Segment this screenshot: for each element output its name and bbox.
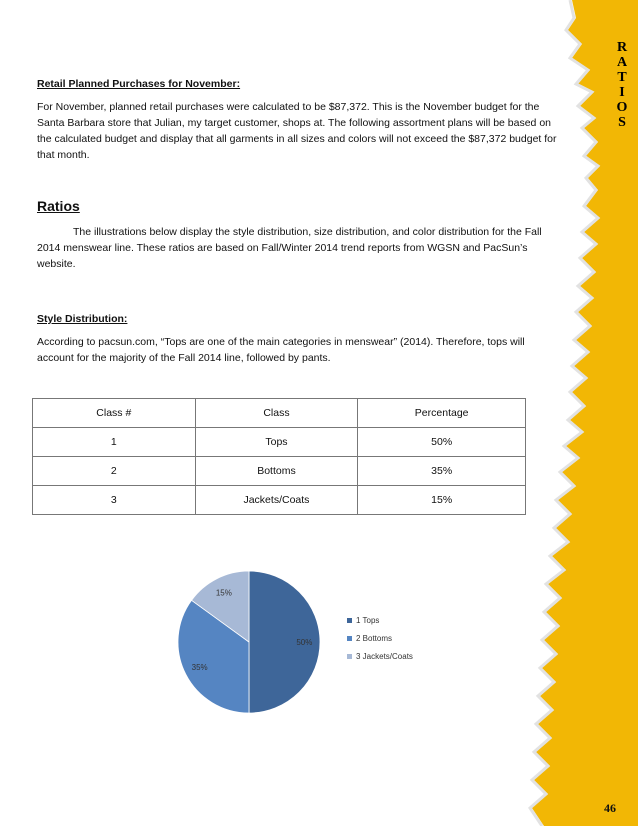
ratios-paragraph: The illustrations below display the style distribution, size distribution, and color distribution for the Fall 2014 menswear line. These ratios are based on Fall/Winter 2014 trend reports from WGSN and PacSun’s website. — [37, 226, 542, 270]
table-cell: 3 — [33, 486, 196, 515]
legend-label: 3 Jackets/Coats — [356, 652, 413, 661]
table-cell: 2 — [33, 457, 196, 486]
table-cell: 35% — [358, 457, 526, 486]
retail-paragraph: For November, planned retail purchases were calculated to be $87,372. This is the November budget for the Santa Barbara store that Julian, my target customer, shops at. The following assortment plans will be based on the calculated budget and display that all garments in all sizes and colors will not exceed the $87,372 budget for that month. — [37, 101, 557, 161]
style-distribution-table — [32, 398, 526, 515]
page-number: 46 — [604, 801, 616, 815]
ratios-heading: Ratios — [37, 198, 80, 214]
legend-swatch — [347, 654, 352, 659]
legend-label: 1 Tops — [356, 616, 380, 625]
table-row — [33, 486, 526, 515]
pie-data-label: 50% — [296, 638, 313, 647]
table-cell: Tops — [195, 428, 358, 457]
side-tab-letter: T — [617, 70, 627, 85]
table-header-cell: Class — [195, 399, 358, 428]
legend-label: 2 Bottoms — [356, 634, 393, 643]
retail-heading: Retail Planned Purchases for November: — [37, 78, 241, 90]
table-header-cell: Percentage — [358, 399, 526, 428]
style-distribution-pie-chart — [160, 565, 440, 725]
side-tab-letter: I — [619, 85, 625, 100]
side-tab-letter: A — [616, 55, 628, 70]
table-header-cell: Class # — [33, 399, 196, 428]
style-distribution-heading: Style Distribution: — [37, 313, 128, 325]
side-tab-letter: R — [616, 40, 628, 55]
pie-data-label: 15% — [215, 588, 232, 598]
style-distribution-paragraph: According to pacsun.com, “Tops are one of the main categories in menswear” (2014). Therefore, tops will account for the majority of the Fall 2014 line, followed by pants. — [37, 336, 525, 364]
table-row — [33, 457, 526, 486]
table-row — [33, 428, 526, 457]
pie-data-label: 35% — [191, 663, 208, 673]
table-cell: Jackets/Coats — [195, 486, 358, 515]
table-cell: 1 — [33, 428, 196, 457]
table-cell: Bottoms — [195, 457, 358, 486]
legend-swatch — [347, 636, 352, 641]
legend-swatch — [347, 618, 352, 623]
side-tab-title — [611, 40, 633, 130]
side-tab-letter: O — [616, 100, 628, 115]
table-cell: 50% — [358, 428, 526, 457]
table-header-row — [33, 399, 526, 428]
side-tab-letter: S — [618, 115, 626, 130]
table-cell: 15% — [358, 486, 526, 515]
